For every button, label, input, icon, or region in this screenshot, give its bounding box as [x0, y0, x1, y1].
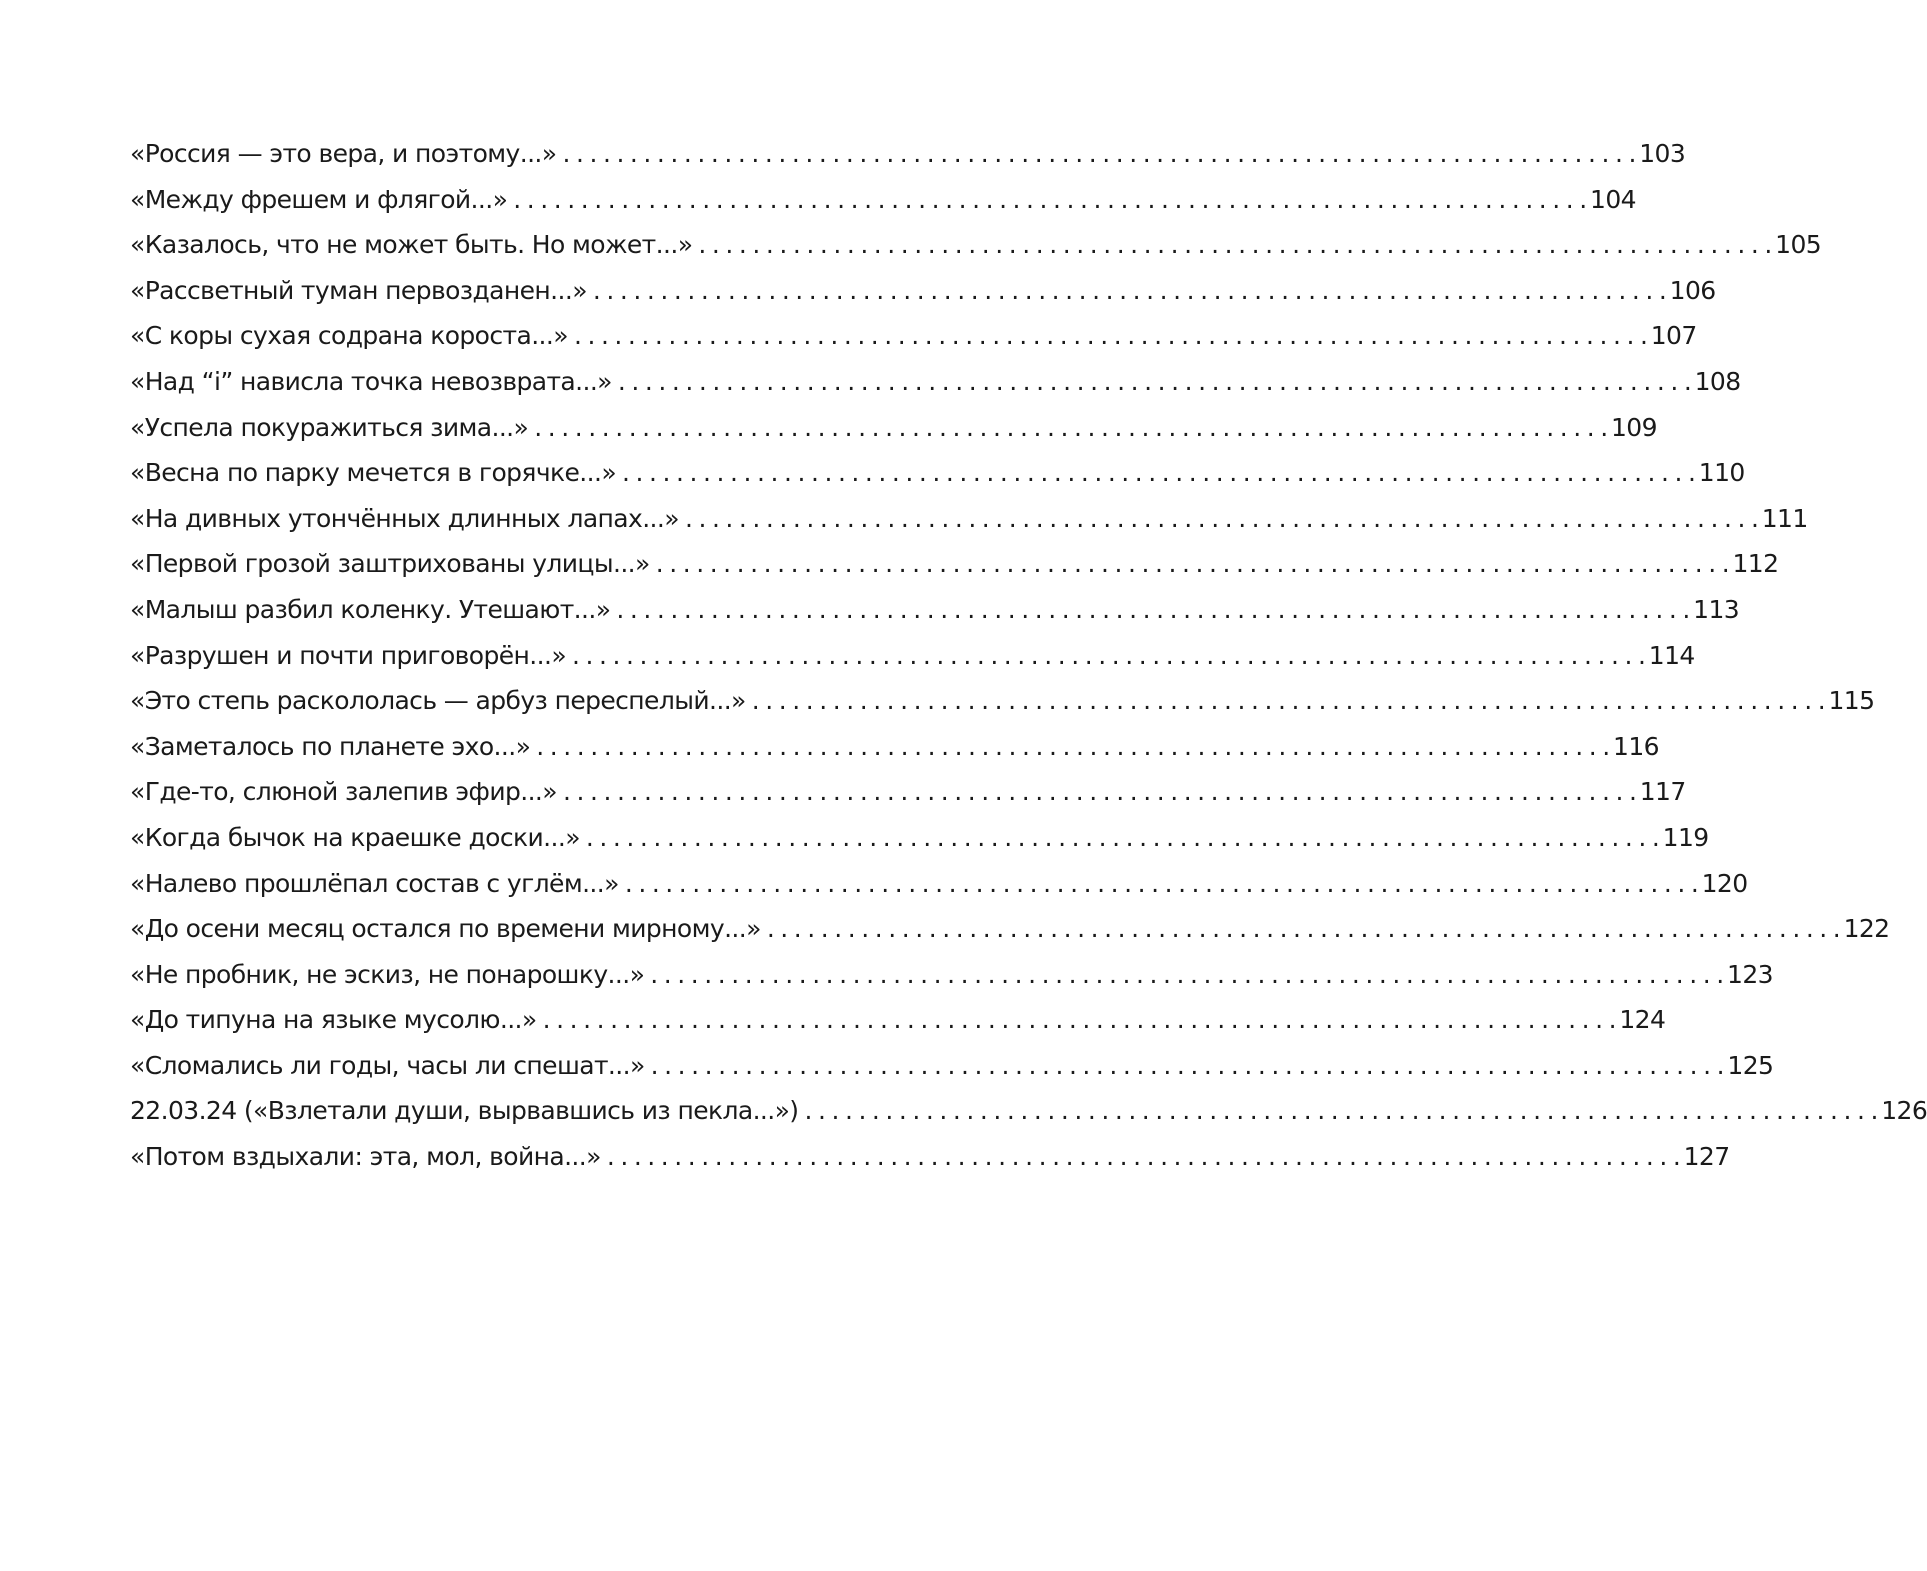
toc-entry: [130, 268, 1716, 314]
toc-entry: [130, 541, 1779, 587]
toc-entry: [130, 952, 1773, 998]
toc-entry: [130, 405, 1657, 451]
toc-entry-title: «Заметалось по планете эхо...»: [130, 731, 531, 761]
toc-entry-page: 106: [1669, 275, 1716, 305]
toc-entry-page: 125: [1727, 1050, 1774, 1080]
toc-entry: [130, 1134, 1730, 1180]
toc-entry-page: 123: [1727, 959, 1773, 989]
toc-entry: [130, 359, 1741, 405]
toc-entry-page: 122: [1843, 914, 1890, 944]
toc-entry-title: «С коры сухая содрана короста...»: [130, 321, 568, 351]
toc-entry-title: «До осени месяц остался по времени мирному...»: [130, 914, 761, 944]
toc-entry-title: «Первой грозой заштрихованы улицы...»: [130, 549, 650, 579]
toc-entry-page: 112: [1732, 549, 1779, 579]
dot-leader: [656, 541, 1729, 587]
toc-entry-page: 110: [1698, 458, 1745, 488]
toc-entry-title: «Где-то, слюной залепив эфир...»: [130, 777, 557, 807]
toc-entry: [130, 496, 1808, 542]
dot-leader: [685, 496, 1758, 542]
dot-leader: [513, 177, 1586, 223]
toc-entry: [130, 1043, 1774, 1089]
toc-entry-title: «До типуна на языке мусолю...»: [130, 1005, 537, 1035]
toc-entry-page: 116: [1613, 731, 1659, 761]
dot-leader: [563, 769, 1636, 815]
toc-entry-page: 115: [1828, 686, 1875, 716]
toc-entry-page: 113: [1693, 594, 1740, 624]
dot-leader: [804, 1088, 1877, 1134]
toc-entry-page: 105: [1775, 230, 1822, 260]
toc-entry-title: «Когда бычок на краешке доски...»: [130, 822, 580, 852]
dot-leader: [616, 587, 1689, 633]
toc-entry: [130, 769, 1686, 815]
dot-leader: [607, 1134, 1680, 1180]
toc-entry-title: «Рассветный туман первозданен...»: [130, 275, 587, 305]
toc-entry-title: «Весна по парку мечется в горячке...»: [130, 458, 617, 488]
toc-entry-title: «Малыш разбил коленку. Утешают...»: [130, 594, 611, 624]
toc-entry-page: 127: [1683, 1142, 1730, 1172]
toc-entry-title: «Казалось, что не может быть. Но может...»: [130, 230, 693, 260]
toc-entry-title: «Успела покуражиться зима...»: [130, 412, 529, 442]
dot-leader: [650, 952, 1723, 998]
dot-leader: [574, 313, 1647, 359]
toc-entry-page: 103: [1639, 139, 1686, 168]
dot-leader: [536, 724, 1609, 770]
toc-entry: [130, 724, 1659, 770]
toc-entry-title: «Не пробник, не эскиз, не понарошку...»: [130, 959, 645, 989]
dot-leader: [543, 997, 1616, 1043]
toc-entry: [130, 313, 1697, 359]
toc-entry: [130, 997, 1666, 1043]
toc-entry-title: «Над “i” нависла точка невозврата...»: [130, 366, 612, 396]
dot-leader: [698, 222, 1771, 268]
toc-entry-title: «Россия — это вера, и поэтому...»: [130, 139, 557, 168]
toc-entry: [130, 633, 1695, 679]
dot-leader: [534, 405, 1607, 451]
dot-leader: [767, 906, 1840, 952]
toc-entry: [130, 1088, 1927, 1134]
toc-entry-page: 126: [1881, 1096, 1927, 1126]
toc-entry-page: 104: [1590, 184, 1636, 214]
toc-entry-page: 124: [1619, 1005, 1666, 1035]
toc-entry: [130, 450, 1745, 496]
toc-entry-page: 114: [1648, 640, 1695, 670]
dot-leader: [752, 678, 1825, 724]
toc-entry-page: 119: [1662, 822, 1709, 852]
dot-leader: [586, 815, 1659, 861]
dot-leader: [651, 1043, 1724, 1089]
dot-leader: [562, 131, 1635, 177]
toc-entry-title: «На дивных утончённых длинных лапах...»: [130, 503, 679, 533]
toc-entry-title: «Это степь раскололась — арбуз переспелый...»: [130, 686, 746, 716]
toc-entry-title: «Разрушен и почти приговорён...»: [130, 640, 567, 670]
toc-entry-title: «Между фрешем и флягой...»: [130, 184, 508, 214]
dot-leader: [625, 861, 1698, 907]
toc-entry: [130, 131, 1686, 177]
toc-entry: [130, 815, 1709, 861]
toc-entry: [130, 678, 1875, 724]
toc-entry-page: 117: [1639, 777, 1686, 807]
dot-leader: [622, 450, 1695, 496]
table-of-contents: [130, 131, 1927, 1180]
toc-entry-title: «Налево прошлёпал состав с углём...»: [130, 868, 619, 898]
dot-leader: [618, 359, 1691, 405]
toc-entry-page: 107: [1650, 321, 1697, 351]
toc-entry: [130, 861, 1748, 907]
toc-entry-title: 22.03.24 («Взлетали души, вырвавшись из пекла...»): [130, 1096, 799, 1126]
toc-entry-title: «Сломались ли годы, часы ли спешат...»: [130, 1050, 645, 1080]
toc-entry-page: 108: [1694, 366, 1741, 396]
toc-entry: [130, 222, 1822, 268]
toc-entry: [130, 177, 1636, 223]
toc-entry-page: 120: [1701, 868, 1748, 898]
toc-entry: [130, 587, 1740, 633]
toc-entry-title: «Потом вздыхали: эта, мол, война...»: [130, 1142, 601, 1172]
dot-leader: [593, 268, 1666, 314]
toc-entry-page: 109: [1610, 412, 1657, 442]
toc-entry-page: 111: [1761, 503, 1808, 533]
toc-entry: [130, 906, 1890, 952]
dot-leader: [572, 633, 1645, 679]
